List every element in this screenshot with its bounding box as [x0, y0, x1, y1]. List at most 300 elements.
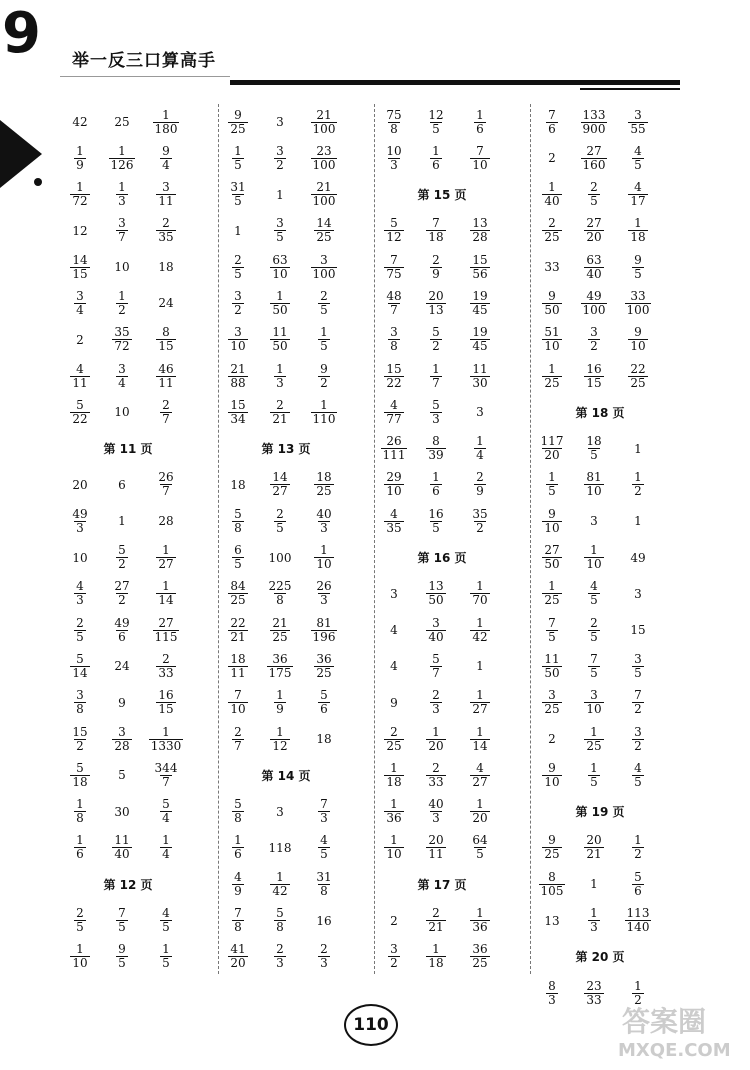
numerator: 1 — [432, 361, 440, 376]
answer-cell — [258, 322, 302, 358]
numerator: 20 — [428, 833, 444, 848]
fraction — [384, 726, 403, 753]
answer-cell: 1 — [118, 514, 126, 529]
denominator: 6 — [432, 157, 440, 172]
answer-cell: 3 — [634, 586, 642, 601]
numerator: 1 — [162, 833, 170, 848]
fraction — [470, 907, 489, 934]
answer-cell — [302, 648, 346, 684]
denominator: 25 — [630, 375, 646, 390]
answer-cell — [144, 540, 188, 576]
numerator: 63 — [272, 252, 288, 267]
answer-cell — [216, 576, 260, 612]
denominator: 5 — [432, 121, 440, 136]
fraction — [274, 145, 286, 172]
numerator: 3 — [590, 688, 598, 703]
answer-cell: 1 — [590, 877, 598, 892]
denominator: 10 — [586, 484, 602, 499]
answer-cell: 20 — [72, 477, 88, 492]
answer-cell — [414, 612, 458, 648]
page-section-heading: 第 12 页 — [103, 877, 153, 892]
fraction — [430, 471, 442, 498]
answer-cell — [530, 576, 574, 612]
answer-cell — [100, 540, 144, 576]
denominator: 10 — [586, 702, 602, 717]
fraction — [581, 109, 608, 136]
fraction — [384, 145, 403, 172]
answer-cell — [100, 213, 144, 249]
fraction — [632, 145, 644, 172]
fraction — [318, 834, 330, 861]
answer-cell — [372, 285, 416, 321]
denominator: 900 — [582, 121, 606, 136]
answer-cell — [216, 685, 260, 721]
answer-row — [372, 467, 512, 503]
answer-cell — [144, 358, 188, 394]
denominator: 100 — [312, 266, 336, 281]
fraction — [384, 834, 403, 861]
denominator: 8 — [390, 339, 398, 354]
answer-cell — [530, 285, 574, 321]
fraction — [426, 726, 445, 753]
fraction — [588, 617, 600, 644]
answer-cell — [258, 358, 302, 394]
fraction — [426, 217, 445, 244]
numerator: 1 — [76, 143, 84, 158]
answer-cell: 1 — [634, 514, 642, 529]
numerator: 344 — [154, 760, 178, 775]
answer-cell: 1 — [234, 223, 242, 238]
answer-cell — [458, 104, 502, 140]
answer-cell — [144, 213, 188, 249]
answer-cell — [58, 939, 102, 975]
fraction — [430, 326, 442, 353]
answer-row — [216, 285, 356, 321]
numerator: 3 — [634, 107, 642, 122]
numerator: 18 — [586, 434, 602, 449]
fraction — [588, 181, 600, 208]
denominator: 14 — [472, 738, 488, 753]
denominator: 3 — [118, 194, 126, 209]
fraction — [156, 580, 175, 607]
numerator: 3 — [76, 688, 84, 703]
fraction — [160, 834, 172, 861]
numerator: 1 — [432, 143, 440, 158]
denominator: 180 — [154, 121, 178, 136]
answer-row — [530, 431, 670, 467]
denominator: 2 — [476, 520, 484, 535]
numerator: 22 — [630, 361, 646, 376]
answer-cell — [258, 576, 302, 612]
fraction — [426, 617, 445, 644]
answer-row — [58, 322, 198, 358]
answer-row — [58, 794, 198, 830]
denominator: 25 — [544, 593, 560, 608]
answer-cell: 10 — [72, 550, 88, 565]
fraction — [470, 726, 489, 753]
fraction — [542, 580, 561, 607]
denominator: 5 — [276, 230, 284, 245]
denominator: 5 — [320, 302, 328, 317]
denominator: 25 — [544, 702, 560, 717]
denominator: 2 — [432, 339, 440, 354]
numerator: 1 — [76, 180, 84, 195]
numerator: 1 — [390, 833, 398, 848]
answer-cell — [216, 249, 260, 285]
fraction — [625, 907, 652, 934]
numerator: 2 — [276, 942, 284, 957]
fraction — [116, 907, 128, 934]
fraction — [430, 689, 442, 716]
denominator: 2 — [634, 738, 642, 753]
numerator: 5 — [162, 797, 170, 812]
numerator: 21 — [316, 180, 332, 195]
answer-cell — [302, 503, 346, 539]
answer-cell: 2 — [76, 332, 84, 347]
fraction — [426, 798, 445, 825]
fraction — [588, 580, 600, 607]
fraction — [156, 544, 175, 571]
answer-row — [372, 503, 512, 539]
answer-cell — [372, 721, 416, 757]
numerator: 3 — [234, 325, 242, 340]
fraction — [581, 290, 608, 317]
denominator: 126 — [110, 157, 134, 172]
fraction — [70, 363, 89, 390]
fraction — [149, 726, 184, 753]
answer-cell — [258, 612, 302, 648]
answer-row — [216, 213, 356, 249]
answer-cell: 25 — [114, 115, 130, 129]
denominator: 5 — [118, 956, 126, 971]
fraction — [112, 326, 131, 353]
answer-row — [372, 322, 512, 358]
numerator: 1 — [390, 760, 398, 775]
numerator: 1 — [476, 434, 484, 449]
denominator: 50 — [272, 302, 288, 317]
denominator: 25 — [472, 956, 488, 971]
fraction — [267, 580, 294, 607]
answer-cell: 13 — [544, 913, 560, 928]
denominator: 11 — [230, 665, 246, 680]
answer-cell — [216, 721, 260, 757]
answer-cell — [216, 794, 260, 830]
answer-row — [530, 104, 670, 140]
fraction — [228, 181, 247, 208]
answer-cell — [58, 177, 102, 213]
fraction — [314, 871, 333, 898]
answer-cell — [302, 939, 346, 975]
answer-row — [530, 503, 670, 539]
answer-cell: 1 — [276, 187, 284, 202]
answer-cell — [216, 177, 260, 213]
answer-row — [372, 721, 512, 757]
denominator: 175 — [268, 665, 292, 680]
answer-cell: 30 — [114, 804, 130, 819]
numerator: 64 — [472, 833, 488, 848]
denominator: 11 — [158, 194, 174, 209]
answer-cell — [58, 249, 102, 285]
answer-row — [58, 721, 198, 757]
answer-cell — [530, 322, 574, 358]
answer-row — [216, 612, 356, 648]
answer-cell — [144, 721, 188, 757]
fraction — [314, 508, 333, 535]
fraction — [470, 617, 489, 644]
fraction — [430, 653, 442, 680]
denominator: 10 — [316, 557, 332, 572]
answer-cell — [100, 358, 144, 394]
denominator: 5 — [320, 847, 328, 862]
answer-row — [372, 685, 512, 721]
answer-cell: 28 — [158, 514, 174, 529]
denominator: 5 — [320, 339, 328, 354]
answer-cell — [414, 322, 458, 358]
numerator: 2 — [476, 470, 484, 485]
answer-row — [58, 249, 198, 285]
denominator: 18 — [386, 774, 402, 789]
numerator: 3 — [634, 651, 642, 666]
denominator: 8 — [234, 811, 242, 826]
numerator: 31 — [316, 869, 332, 884]
answer-row — [58, 358, 198, 394]
answer-row — [58, 177, 198, 213]
fraction — [318, 290, 330, 317]
denominator: 9 — [234, 883, 242, 898]
answer-row — [58, 285, 198, 321]
denominator: 50 — [272, 339, 288, 354]
fraction — [430, 363, 442, 390]
fraction — [112, 726, 131, 753]
denominator: 27 — [472, 702, 488, 717]
answer-cell — [372, 358, 416, 394]
denominator: 30 — [472, 375, 488, 390]
numerator: 13 — [428, 579, 444, 594]
numerator: 49 — [586, 288, 602, 303]
fraction — [546, 471, 558, 498]
numerator: 2 — [162, 651, 170, 666]
numerator: 9 — [634, 325, 642, 340]
denominator: 5 — [590, 665, 598, 680]
fraction — [232, 907, 244, 934]
answer-cell — [144, 612, 188, 648]
denominator: 100 — [312, 121, 336, 136]
denominator: 25 — [386, 738, 402, 753]
answer-cell — [414, 503, 458, 539]
page-section-heading: 第 20 页 — [575, 950, 625, 965]
fraction — [426, 580, 445, 607]
denominator: 5 — [634, 157, 642, 172]
fraction — [632, 471, 644, 498]
denominator: 14 — [158, 593, 174, 608]
answer-cell — [144, 322, 188, 358]
denominator: 12 — [386, 230, 402, 245]
numerator: 3 — [76, 288, 84, 303]
numerator: 27 — [586, 143, 602, 158]
fraction — [156, 689, 175, 716]
answer-cell: 1 — [476, 659, 484, 674]
answer-row — [372, 431, 512, 467]
answer-column-4 — [530, 104, 670, 1011]
denominator: 8 — [276, 593, 284, 608]
denominator: 33 — [586, 992, 602, 1007]
fraction — [270, 254, 289, 281]
answer-cell: 42 — [72, 115, 88, 129]
answer-cell — [100, 177, 144, 213]
denominator: 8 — [390, 121, 398, 136]
answer-cell — [458, 757, 502, 793]
numerator: 1 — [548, 470, 556, 485]
denominator: 10 — [272, 266, 288, 281]
denominator: 5 — [634, 266, 642, 281]
answer-cell: 2 — [548, 151, 556, 166]
fraction — [584, 544, 603, 571]
answer-cell — [616, 903, 660, 939]
fraction — [160, 399, 172, 426]
fraction — [430, 399, 442, 426]
numerator: 3 — [590, 325, 598, 340]
answer-cell — [616, 467, 660, 503]
denominator: 2 — [590, 339, 598, 354]
denominator: 4 — [476, 448, 484, 463]
answer-cell — [572, 757, 616, 793]
numerator: 19 — [472, 288, 488, 303]
denominator: 3 — [320, 811, 328, 826]
fraction — [584, 834, 603, 861]
answer-cell — [458, 467, 502, 503]
numerator: 7 — [548, 615, 556, 630]
fraction — [228, 943, 247, 970]
fraction — [542, 762, 561, 789]
answer-row — [530, 685, 670, 721]
denominator: 25 — [230, 121, 246, 136]
answer-cell — [58, 285, 102, 321]
numerator: 46 — [158, 361, 174, 376]
numerator: 29 — [386, 470, 402, 485]
numerator: 1 — [634, 833, 642, 848]
denominator: 15 — [72, 266, 88, 281]
answer-cell — [530, 177, 574, 213]
fraction — [384, 508, 403, 535]
answer-cell — [572, 721, 616, 757]
denominator: 72 — [114, 339, 130, 354]
denominator: 4 — [162, 811, 170, 826]
answer-cell — [216, 648, 260, 684]
numerator: 1 — [162, 579, 170, 594]
numerator: 18 — [230, 651, 246, 666]
fraction — [318, 326, 330, 353]
numerator: 1 — [390, 797, 398, 812]
answer-row — [530, 140, 670, 176]
fraction — [274, 943, 286, 970]
answer-row — [372, 794, 512, 830]
denominator: 25 — [230, 593, 246, 608]
denominator: 40 — [114, 847, 130, 862]
numerator: 1 — [276, 688, 284, 703]
fraction — [584, 435, 603, 462]
answer-cell — [572, 431, 616, 467]
numerator: 48 — [386, 288, 402, 303]
answer-cell — [572, 648, 616, 684]
fraction — [74, 834, 86, 861]
answer-row — [530, 249, 670, 285]
answer-cell — [144, 140, 188, 176]
answer-cell — [414, 140, 458, 176]
fraction — [426, 508, 445, 535]
denominator: 25 — [316, 484, 332, 499]
book-title: 举一反三口算高手 — [72, 51, 216, 71]
denominator: 17 — [630, 194, 646, 209]
answer-cell — [458, 503, 502, 539]
answer-row — [372, 213, 512, 249]
numerator: 12 — [428, 107, 444, 122]
denominator: 5 — [548, 484, 556, 499]
numerator: 15 — [386, 361, 402, 376]
answer-cell — [302, 394, 346, 430]
denominator: 45 — [472, 302, 488, 317]
fraction — [542, 544, 561, 571]
fraction — [588, 326, 600, 353]
fraction — [116, 181, 128, 208]
numerator: 3 — [390, 325, 398, 340]
answer-cell — [144, 794, 188, 830]
fraction — [384, 471, 403, 498]
denominator: 21 — [586, 847, 602, 862]
answer-cell — [100, 721, 144, 757]
numerator: 3 — [162, 180, 170, 195]
answer-cell: 2 — [548, 732, 556, 747]
fraction — [542, 217, 561, 244]
fraction — [232, 871, 244, 898]
denominator: 28 — [472, 230, 488, 245]
fraction — [584, 689, 603, 716]
denominator: 10 — [72, 956, 88, 971]
numerator: 40 — [428, 797, 444, 812]
fraction — [542, 326, 561, 353]
numerator: 1 — [476, 615, 484, 630]
denominator: 3 — [320, 956, 328, 971]
denominator: 21 — [428, 920, 444, 935]
answer-row — [216, 685, 356, 721]
denominator: 35 — [386, 520, 402, 535]
answer-row — [58, 104, 198, 140]
numerator: 36 — [316, 651, 332, 666]
answer-row — [530, 213, 670, 249]
fraction — [542, 181, 561, 208]
denominator: 40 — [544, 194, 560, 209]
numerator: 1 — [432, 470, 440, 485]
fraction — [542, 689, 561, 716]
denominator: 14 — [72, 665, 88, 680]
numerator: 33 — [630, 288, 646, 303]
answer-cell — [372, 503, 416, 539]
numerator: 11 — [472, 361, 488, 376]
numerator: 6 — [234, 543, 242, 558]
denominator: 7 — [162, 774, 170, 789]
answer-cell — [258, 249, 302, 285]
fraction — [70, 762, 89, 789]
numerator: 225 — [268, 579, 292, 594]
fraction — [70, 181, 89, 208]
answer-row — [530, 358, 670, 394]
answer-cell — [572, 285, 616, 321]
numerator: 1 — [162, 724, 170, 739]
fraction — [470, 145, 489, 172]
denominator: 3 — [276, 375, 284, 390]
denominator: 6 — [432, 484, 440, 499]
answer-cell — [100, 322, 144, 358]
answer-cell — [144, 830, 188, 866]
